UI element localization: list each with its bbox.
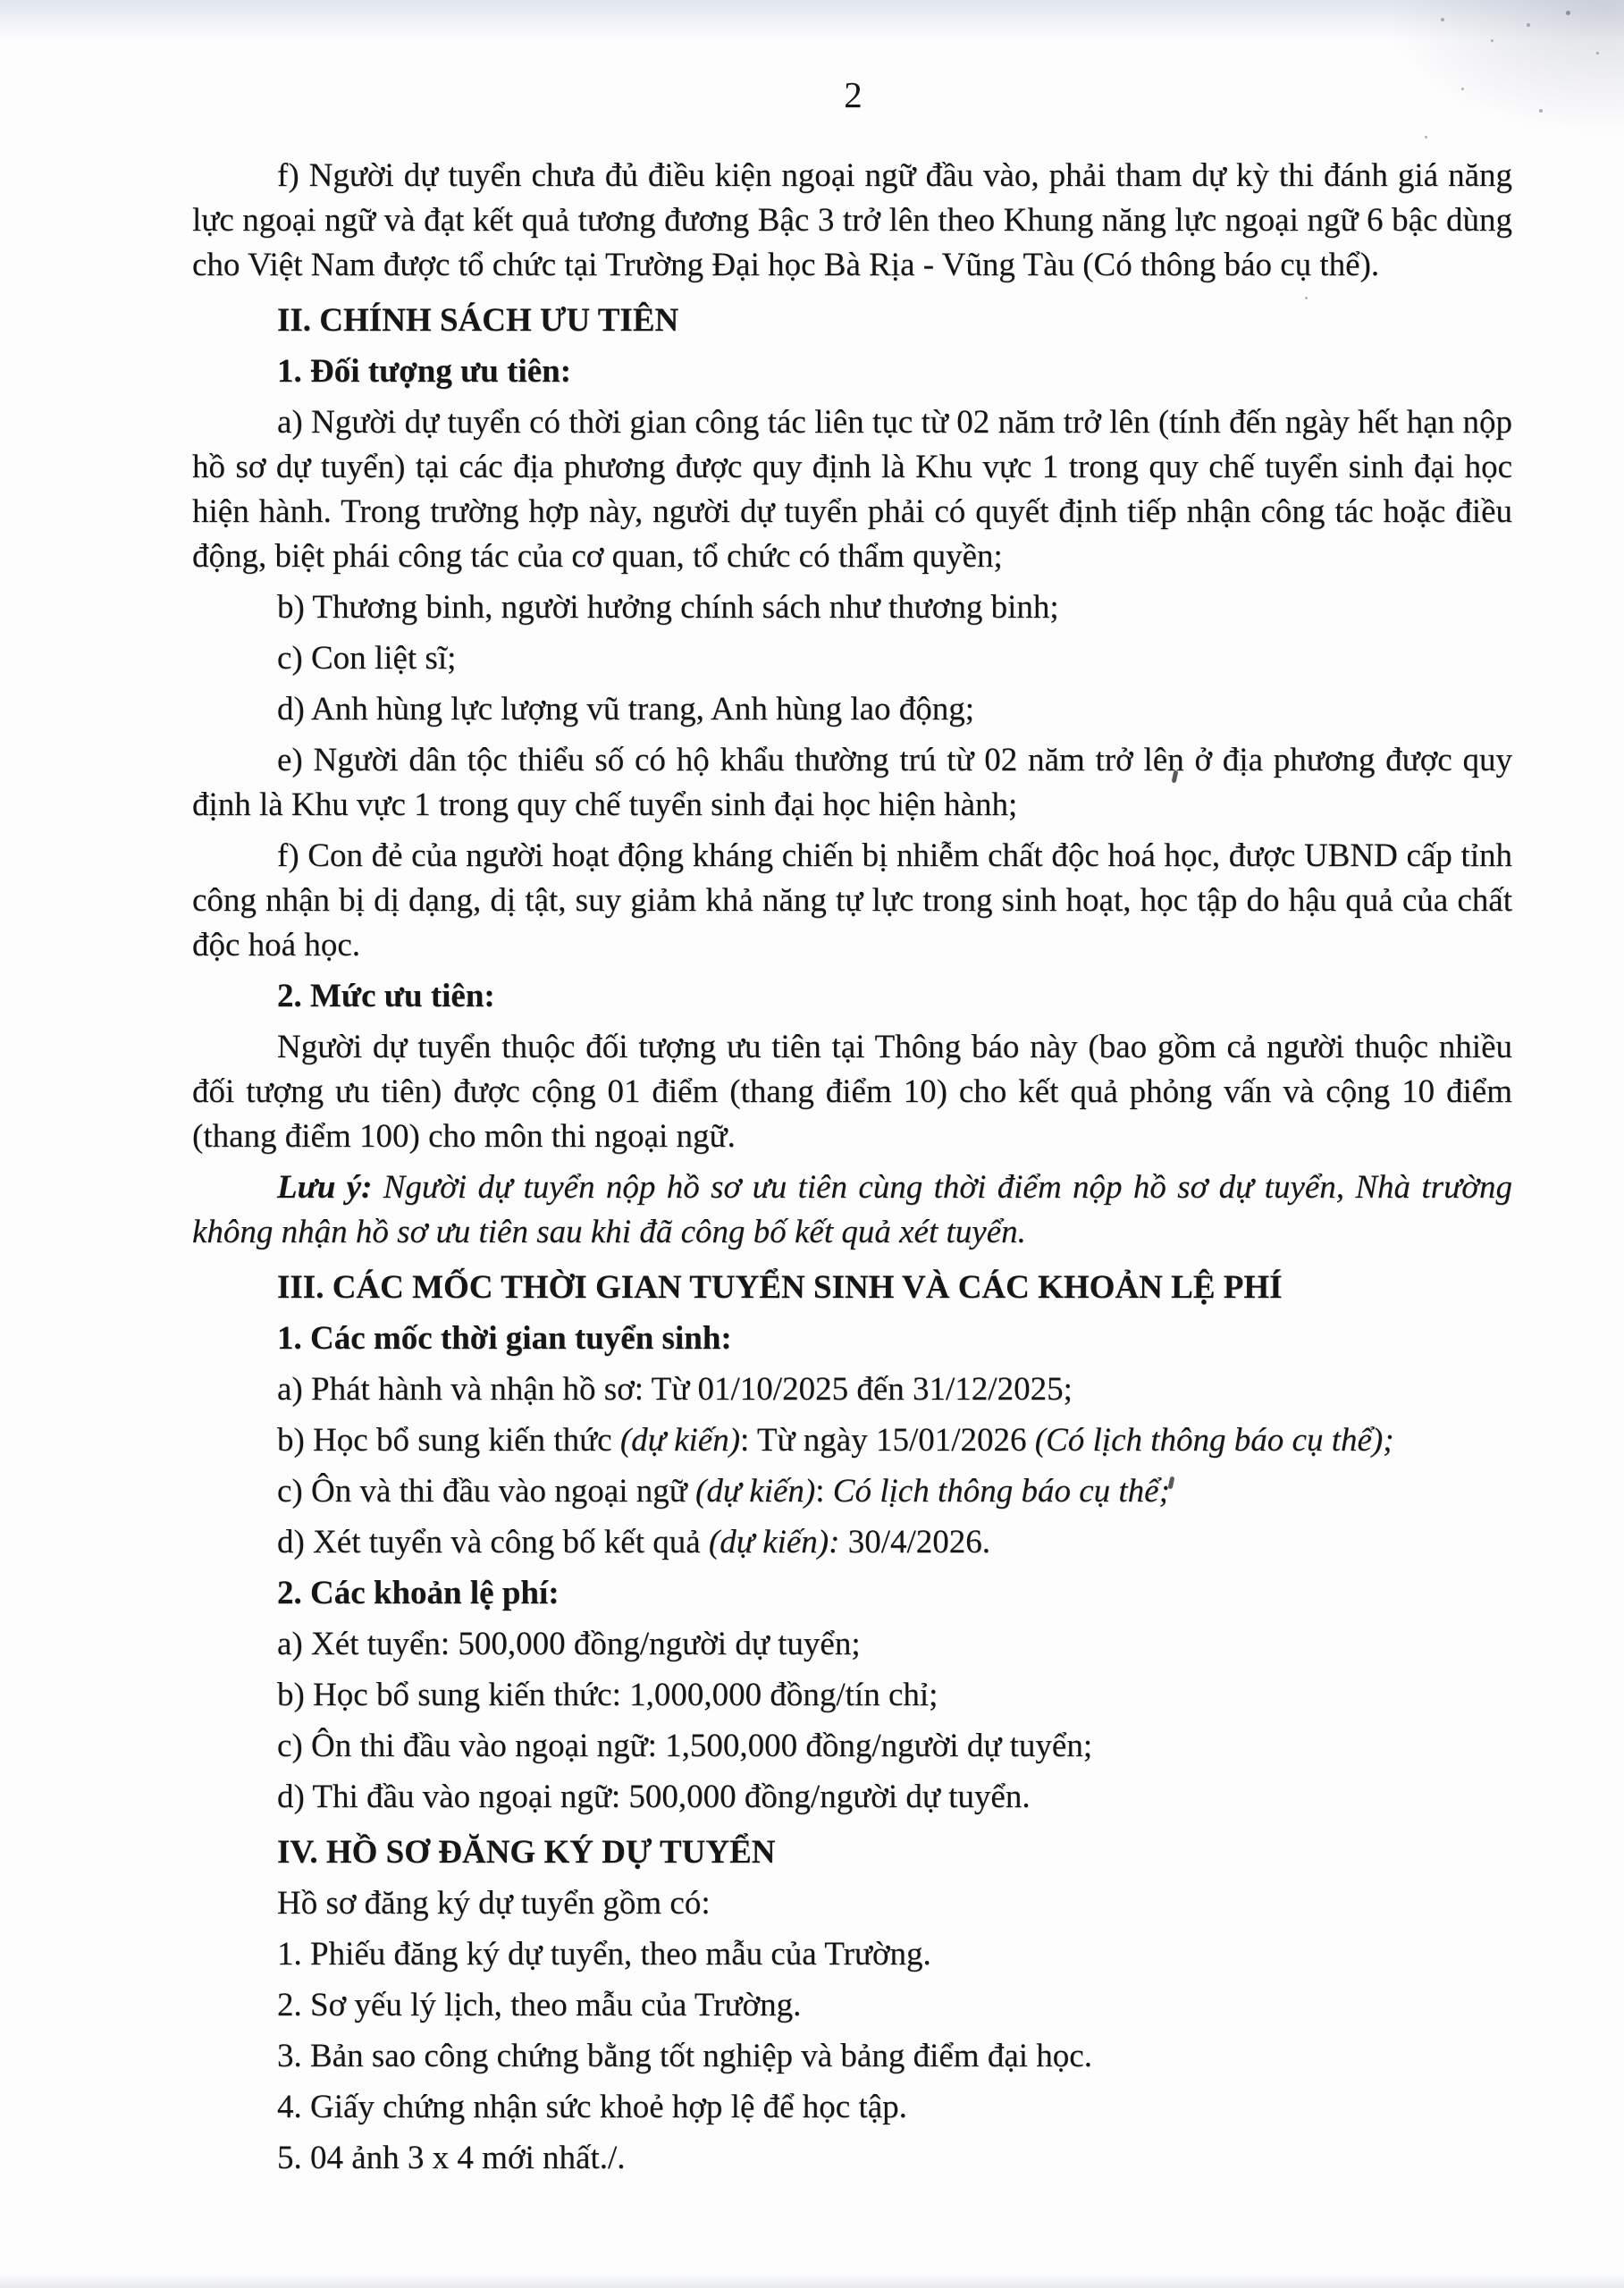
- timeline-item-c-text-2: :: [815, 1473, 833, 1510]
- fee-item-c: c) Ôn thi đầu vào ngoại ngữ: 1,500,000 đồng/người dự tuyển;: [277, 1728, 1093, 1764]
- priority-item-e: e) Người dân tộc thiểu số có hộ khẩu thường trú từ 02 năm trở lên ở địa phương được quy định là Khu vực 1 trong quy chế tuyển sinh đại học hiện hành;: [192, 742, 1512, 823]
- scan-top-shading: [0, 0, 1624, 41]
- timeline-item-c-italic-1: (dự kiến): [695, 1473, 816, 1510]
- dossier-item-4: 4. Giấy chứng nhận sức khoẻ hợp lệ để học tập.: [277, 2089, 907, 2125]
- priority-item-f: f) Con đẻ của người hoạt động kháng chiến bị nhiễm chất độc hoá học, được UBND cấp tỉnh công nhận bị dị dạng, dị tật, suy giảm khả năng tự lực trong sinh hoạt, học tập do hậu quả của chất độc hoá học.: [192, 837, 1512, 963]
- heading-priority-subjects: 1. Đối tượng ưu tiên:: [277, 353, 572, 390]
- heading-section-ii: II. CHÍNH SÁCH ƯU TIÊN: [277, 302, 679, 339]
- dossier-item-1: 1. Phiếu đăng ký dự tuyển, theo mẫu của Trường.: [277, 1936, 931, 1973]
- dossier-item-5: 5. 04 ảnh 3 x 4 mới nhất./.: [277, 2140, 626, 2176]
- timeline-item-d-text-2: 30/4/2026.: [839, 1524, 991, 1560]
- dossier-item-2: 2. Sơ yếu lý lịch, theo mẫu của Trường.: [277, 1987, 802, 2023]
- heading-timeline: 1. Các mốc thời gian tuyển sinh:: [277, 1320, 732, 1357]
- timeline-item-a: a) Phát hành và nhận hồ sơ: Từ 01/10/2025 đến 31/12/2025;: [277, 1371, 1073, 1408]
- dossier-item-3: 3. Bản sao công chứng bằng tốt nghiệp và bảng điểm đại học.: [277, 2038, 1092, 2074]
- timeline-item-c-text: c) Ôn và thi đầu vào ngoại ngữ: [277, 1473, 696, 1510]
- timeline-item-b: [192, 1418, 1512, 1463]
- heading-fees: 2. Các khoản lệ phí:: [277, 1575, 560, 1611]
- priority-item-a: a) Người dự tuyển có thời gian công tác liên tục từ 02 năm trở lên (tính đến ngày hết hạn nộp hồ sơ dự tuyển) tại các địa phương được quy định là Khu vực 1 trong quy chế tuyển sinh đại học hiện hành. Trong trường hợp này, người dự tuyển phải có quyết định tiếp nhận công tác hoặc điều động, biệt phái công tác của cơ quan, tổ chức có thẩm quyền;: [192, 404, 1512, 575]
- fee-item-d: d) Thi đầu vào ngoại ngữ: 500,000 đồng/người dự tuyển.: [277, 1779, 1031, 1815]
- scan-bottom-shading: [0, 2274, 1624, 2288]
- note-label: Lưu ý:: [277, 1169, 373, 1206]
- para-priority-level: Người dự tuyển thuộc đối tượng ưu tiên tại Thông báo này (bao gồm cả người thuộc nhiều đối tượng ưu tiên) được cộng 01 điểm (thang điểm 10) cho kết quả phỏng vấn và cộng 10 điểm (thang điểm 100) cho môn thi ngoại ngữ.: [192, 1029, 1512, 1155]
- scan-speck: [1491, 39, 1494, 42]
- timeline-item-c-italic-2: Có lịch thông báo cụ thể;: [832, 1473, 1170, 1510]
- heading-priority-level: 2. Mức ưu tiên:: [277, 978, 495, 1014]
- timeline-item-d-italic: (dự kiến):: [708, 1524, 840, 1560]
- priority-item-d: d) Anh hùng lực lượng vũ trang, Anh hùng lao động;: [277, 691, 975, 728]
- timeline-item-d-text: d) Xét tuyển và công bố kết quả: [277, 1524, 709, 1560]
- priority-item-b: b) Thương binh, người hưởng chính sách như thương binh;: [277, 589, 1059, 626]
- timeline-item-d: [192, 1520, 1512, 1565]
- timeline-item-c: [192, 1469, 1512, 1514]
- note-text: Người dự tuyển nộp hồ sơ ưu tiên cùng thời điểm nộp hồ sơ dự tuyển, Nhà trường không nhận hồ sơ ưu tiên sau khi đã công bố kết quả xét tuyển.: [192, 1169, 1512, 1250]
- heading-section-iv: IV. HỒ SƠ ĐĂNG KÝ DỰ TUYỂN: [277, 1834, 776, 1871]
- scan-speck: [1596, 52, 1599, 55]
- timeline-item-b-text-2: : Từ ngày 15/01/2026: [740, 1422, 1035, 1459]
- timeline-item-b-text: b) Học bổ sung kiến thức: [277, 1422, 620, 1459]
- note-paragraph: [192, 1165, 1512, 1255]
- para-foreign-language-condition: f) Người dự tuyển chưa đủ điều kiện ngoại ngữ đầu vào, phải tham dự kỳ thi đánh giá năng lực ngoại ngữ và đạt kết quả tương đương Bậc 3 trở lên theo Khung năng lực ngoại ngữ 6 bậc dùng cho Việt Nam được tổ chức tại Trường Đại học Bà Rịa - Vũng Tàu (Có thông báo cụ thể).: [192, 157, 1512, 283]
- fee-item-b: b) Học bổ sung kiến thức: 1,000,000 đồng/tín chỉ;: [277, 1677, 938, 1713]
- timeline-item-b-italic-1: (dự kiến): [619, 1422, 741, 1459]
- timeline-item-b-italic-2: (Có lịch thông báo cụ thể);: [1034, 1422, 1394, 1459]
- priority-item-c: c) Con liệt sĩ;: [277, 640, 457, 677]
- page-number: 2: [844, 74, 862, 115]
- scan-speck: [1527, 23, 1530, 27]
- para-dossier-intro: Hồ sơ đăng ký dự tuyển gồm có:: [277, 1885, 711, 1922]
- scan-speck: [1425, 136, 1427, 139]
- heading-section-iii: III. CÁC MỐC THỜI GIAN TUYỂN SINH VÀ CÁC KHOẢN LỆ PHÍ: [277, 1269, 1283, 1306]
- fee-item-a: a) Xét tuyển: 500,000 đồng/người dự tuyển;: [277, 1626, 861, 1662]
- scan-speck: [1441, 18, 1444, 21]
- scan-speck: [1566, 11, 1570, 15]
- document-body: [192, 154, 1512, 2187]
